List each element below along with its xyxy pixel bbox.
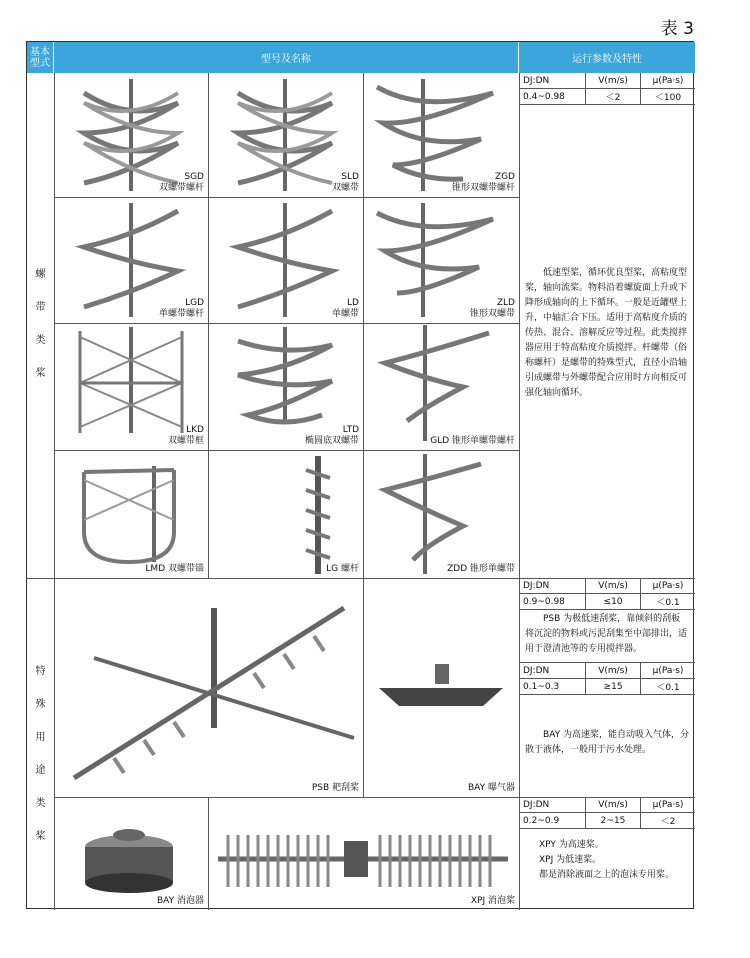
- screw-icon: [208, 450, 363, 578]
- impeller-lgd: LGD 单螺带螺杆: [54, 197, 208, 323]
- impeller-lkd: LKD 双螺带框: [54, 323, 208, 450]
- impeller-sld: SLD 双螺带: [208, 73, 363, 197]
- aerator-icon: [363, 578, 519, 797]
- harrow-scraper-icon: [54, 578, 363, 797]
- impeller-psb: PSB 耙刮桨: [54, 578, 363, 797]
- defoaming-paddle-icon: [208, 797, 519, 910]
- impeller-lmd: LMD 双螺带锚: [54, 450, 208, 578]
- xp-description: XPY 为高速桨。 XPJ 为低速桨。 都是消除液面之上的泡沫专用桨。: [539, 840, 675, 880]
- conical-single-ribbon-icon: [363, 450, 519, 578]
- ribbon-anchor-icon: [54, 450, 208, 578]
- impeller-bay-aerator: BAY 曝气器: [363, 578, 519, 797]
- defoamer-icon: [54, 797, 208, 910]
- header-model-name: 型号及名称: [54, 42, 519, 73]
- header-params: 运行参数及特性: [519, 42, 695, 73]
- bay-params-table: DJ:DN V(m/s) μ(Pa·s) 0.1~0.3 ≥15 ＜0.1: [519, 663, 695, 695]
- impeller-xpj: XPJ 消泡桨: [208, 797, 519, 910]
- impeller-gld: GLD 锥形单螺带螺杆: [363, 323, 519, 450]
- xp-params-table: DJ:DN V(m/s) μ(Pa·s) 0.2~0.9 2~15 ＜2: [519, 797, 695, 829]
- impeller-ltd: LTD 椭圆底双螺带: [208, 323, 363, 450]
- table-tag: 表 3: [660, 19, 694, 39]
- impeller-bay-defoamer: BAY 消泡器: [54, 797, 208, 910]
- impeller-zld: ZLD 锥形双螺带: [363, 197, 519, 323]
- category-ribbon: 螺 带 类 桨: [35, 269, 46, 379]
- psb-params-table: DJ:DN V(m/s) μ(Pa·s) 0.9~0.98 ≤10 ＜0.1: [519, 578, 695, 610]
- psb-description: PSB 为极低速刮桨，靠倾斜的刮板将沉淀的物料或污泥刮集至中部排出，适用于澄清池等的专用搅拌器。: [525, 614, 688, 654]
- ribbon-params-table: DJ:DN V(m/s) μ(Pa·s) 0.4~0.98 ＜2 ＜100: [519, 73, 695, 105]
- impeller-ld: LD 单螺带: [208, 197, 363, 323]
- impeller-zdd: ZDD 锥形单螺带: [363, 450, 519, 578]
- header-basic-type: 基本型式: [27, 42, 54, 73]
- bay-description: BAY 为高速桨，能自动吸入气体，分散于液体，一般用于污水处理。: [525, 730, 689, 755]
- impeller-zgd: ZGD 锥形双螺带螺杆: [363, 73, 519, 197]
- ribbon-description: 低速型桨，循环优良型桨，高粘度型桨，轴向流桨。物料沿着螺旋面上升或下降形成轴向的上下循环。一般是近罐壁上升，中轴汇合下压。适用于高粘度介质的传热、混合、溶解反应等过程。此类搅拌器应用于特高粘度介质搅拌。杆螺带（俗称螺杆）是螺带的特殊型式，直径小沿轴引成螺带与外螺带配合应用时方向相反可强化轴向循环。: [525, 268, 688, 398]
- impeller-table: [26, 41, 694, 909]
- impeller-lg: LG 螺杆: [208, 450, 363, 578]
- impeller-sgd: SGD 双螺带螺杆: [54, 73, 208, 197]
- conical-single-ribbon-screw-icon: [363, 323, 519, 450]
- category-special: 特 殊 用 途 类 桨: [35, 666, 46, 842]
